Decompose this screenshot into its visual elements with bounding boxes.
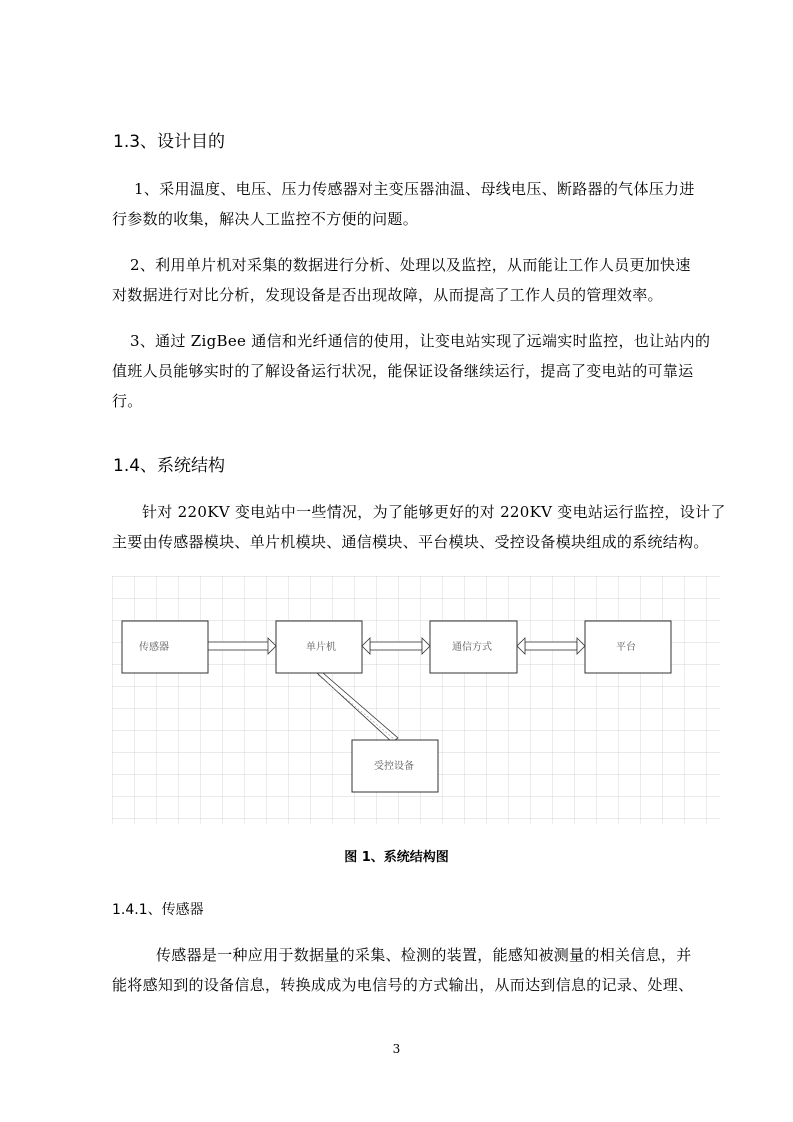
- paragraph-1-3-1: [112, 174, 718, 234]
- paragraph-1-4-1: [112, 497, 726, 557]
- figure-caption: 图 1、系统结构图: [344, 850, 449, 865]
- text-line: 主要由传感器模块、单片机模块、通信模块、平台模块、受控设备模块组成的系统结构。: [112, 533, 709, 551]
- section-1-3-title: 1.3、设计目的: [113, 132, 226, 152]
- text-line: 传感器是一种应用于数据量的采集、检测的装置，能感知被测量的相关信息，并: [156, 946, 692, 964]
- node-mcu: [276, 621, 362, 673]
- node-platform-label: 平台: [616, 642, 636, 653]
- node-controlled: [352, 740, 438, 792]
- text-line: 行。: [112, 392, 143, 410]
- node-controlled-label: 受控设备: [374, 761, 414, 772]
- section-1-4-1-title: 1.4.1、传感器: [112, 902, 204, 918]
- text-line: 2、利用单片机对采集的数据进行分析、处理以及监控，从而能让工作人员更加快速: [130, 256, 691, 274]
- page-number: 3: [392, 1042, 401, 1056]
- node-comm-label: 通信方式: [452, 642, 492, 653]
- text-line: 1、采用温度、电压、压力传感器对主变压器油温、母线电压、断路器的气体压力进: [134, 180, 695, 198]
- text-line: 针对 220KV 变电站中一些情况，为了能够更好的对 220KV 变电站运行监控，设计了: [142, 503, 726, 521]
- text-line: 对数据进行对比分析，发现设备是否出现故障，从而提高了工作人员的管理效率。: [112, 286, 663, 304]
- paragraph-1-4-1-1: [112, 940, 718, 1000]
- paragraph-1-3-3: [112, 326, 718, 416]
- node-comm: [430, 621, 517, 673]
- paragraph-1-3-2: [112, 250, 718, 310]
- system-structure-diagram: [112, 576, 720, 824]
- node-mcu-label: 单片机: [306, 642, 336, 653]
- node-sensor: [122, 621, 208, 673]
- node-platform: [585, 621, 671, 673]
- text-line: 3、通过 ZigBee 通信和光纤通信的使用，让变电站实现了远端实时监控，也让站内的: [130, 332, 711, 350]
- node-sensor-label: 传感器: [139, 642, 169, 653]
- text-line: 能将感知到的设备信息，转换成成为电信号的方式输出，从而达到信息的记录、处理、: [112, 976, 694, 994]
- text-line: 值班人员能够实时的了解设备运行状况，能保证设备继续运行，提高了变电站的可靠运: [112, 362, 694, 380]
- section-1-4-title: 1.4、系统结构: [113, 456, 226, 476]
- text-line: 行参数的收集，解决人工监控不方便的问题。: [112, 210, 419, 228]
